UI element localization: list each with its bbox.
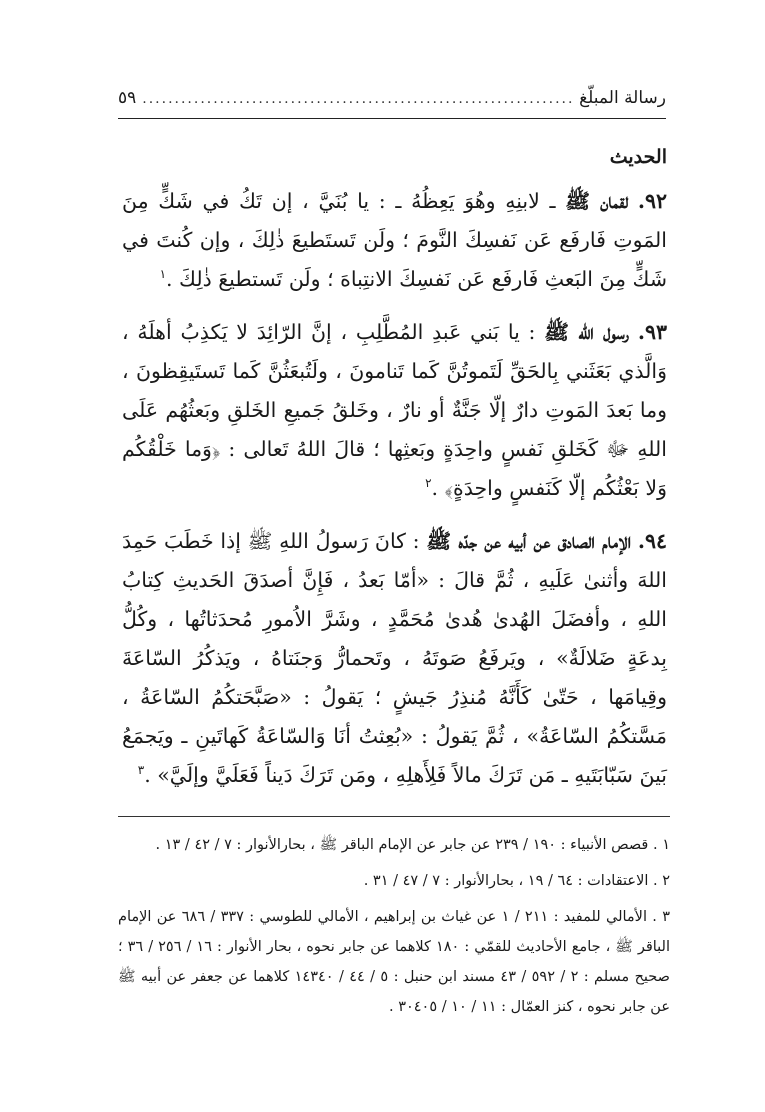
footnote-1: ١ . قصص الأنبياء : ١٩٠ / ٢٣٩ عن جابر عن الإمام الباقر ﷺ ، بحارالأنوار : ٧ / ٤٢ / ١٣ . bbox=[155, 837, 670, 853]
hadith-text: : يا بَني عَبدِ المُطَّلِبِ ، إنَّ الرّائِدَ لا يَكذِبُ أهلَهُ ، وَالَّذي بَعَثَني بِالحَقِّ لَتَموتُنَّ كَما تَنامونَ ، ولَتُبعَثُنَّ كَما تَستَيقِظونَ ، وما بَعدَ المَوتِ دارٌ إلّا جَنَّةٌ أو نارٌ ، وخَلقُ جَميعِ الخَلقِ وبَعثُهُم عَلَى اللهِ ﷻ كَخَلقِ نَفسٍ واحِدَةٍ وبَعثِها ؛ قالَ اللهُ تَعالى : ﴿وَما خَلْقُكُم وَلا بَعْثُكُم إلّا كَنَفسٍ واحِدَةٍ﴾ . bbox=[122, 320, 667, 500]
footnote-3: ٣ . الأمالي للمفيد : ٢١١ / ١ عن غياث بن إبراهيم ، الأمالي للطوسي : ٣٣٧ / ٦٨٦ عن الإمام الباقر ﷺ ، جامع الأحاديث للقمّي : ١٨٠ كلاهما عن جابر نحوه ، بحار الأنوار : ١٦ / ٢٥٦ / ٣٦ ؛ صحيح مسلم : ٢ / ٥٩٢ / ٤٣ مسند ابن حنبل : ٥ / ٤٤ / ١٤٣٤٠ كلاهما عن جعفر عن أبيه ﷺ عن جابر نحوه ، كنز العمّال : ١١ / ١٠ / ٣٠٤٠٥ . bbox=[118, 909, 670, 1015]
hadith-text: : كانَ رَسولُ اللهِ ﷺ إذا خَطَبَ حَمِدَ اللهَ وأثنىٰ عَلَيهِ ، ثُمَّ قالَ : «أمّا بَعدُ ، فَإِنَّ أصدَقَ الحَديثِ كِتابُ اللهِ ، وأفضَلَ الهُدىٰ هُدىٰ مُحَمَّدٍ ، وشَرَّ الاُمورِ مُحدَثاتُها ، وكُلُّ بِدعَةٍ ضَلالَةٌ» ، ويَرفَعُ صَوتَهُ ، وتَحمارُّ وَجنَتاهُ ، ويَذكُرُ السّاعَةَ وقِيامَها ، حَتّىٰ كَأَنَّهُ مُنذِرُ جَيشٍ ؛ يَقولُ : «صَبَّحَتكُمُ السّاعَةُ ، مَسَّتكُمُ السّاعَةُ» ، ثُمَّ يَقولُ : «بُعِثتُ أنَا وَالسّاعَةُ كَهاتَينِ ـ ويَجمَعُ بَينَ سَبّابَتَيهِ ـ مَن تَرَكَ مالاً فَلِأَهلِهِ ، ومَن تَرَكَ دَيناً فَعَلَيَّ وإلَيَّ» . bbox=[122, 529, 667, 787]
hadith-number: ٩٣. bbox=[637, 320, 667, 344]
hadith-93 bbox=[122, 313, 667, 508]
footnote-ref[interactable]: ١ bbox=[159, 267, 167, 282]
page-number: ٥٩ bbox=[118, 88, 137, 108]
hadith-speaker: الإمام الصادق عن أبيه عن جدّه ﷺ bbox=[426, 529, 632, 553]
hadith-speaker: رسول الله ﷺ bbox=[544, 320, 630, 344]
hadith-number: ٩٤. bbox=[637, 529, 667, 553]
running-header bbox=[118, 88, 666, 119]
hadith-94 bbox=[122, 522, 667, 795]
hadith-number: ٩٢. bbox=[637, 189, 667, 213]
section-title: الحديث bbox=[609, 146, 667, 168]
footnotes bbox=[118, 830, 670, 1028]
footnote-separator bbox=[118, 816, 670, 817]
hadith-92 bbox=[122, 182, 667, 299]
footnote-ref[interactable]: ٢ bbox=[425, 476, 432, 491]
footnote-ref[interactable]: ٣ bbox=[137, 763, 145, 778]
hadith-speaker: لقمان ﷺ bbox=[565, 189, 629, 213]
footnote-2: ٢ . الاعتقادات : ٦٤ / ١٩ ، بحارالأنوار : ٧ / ٤٧ / ٣١ . bbox=[363, 873, 670, 889]
header-title: رسالة المبلّغ bbox=[579, 88, 666, 108]
hadith-text: ـ لابنِهِ وهُوَ يَعِظُهُ ـ : يا بُنَيَّ ، إن تَكُ في شَكٍّ مِنَ المَوتِ فَارفَع عَن نَفسِكَ النَّومَ ؛ ولَن تَستَطيعَ ذٰلِكَ ، وإن كُنتَ في شَكٍّ مِنَ البَعثِ فَارفَع عَن نَفسِكَ الانتِباهَ ؛ ولَن تَستطيعَ ذٰلِكَ . bbox=[122, 189, 667, 291]
page-body bbox=[122, 146, 667, 809]
header-leader-dots bbox=[142, 91, 573, 107]
